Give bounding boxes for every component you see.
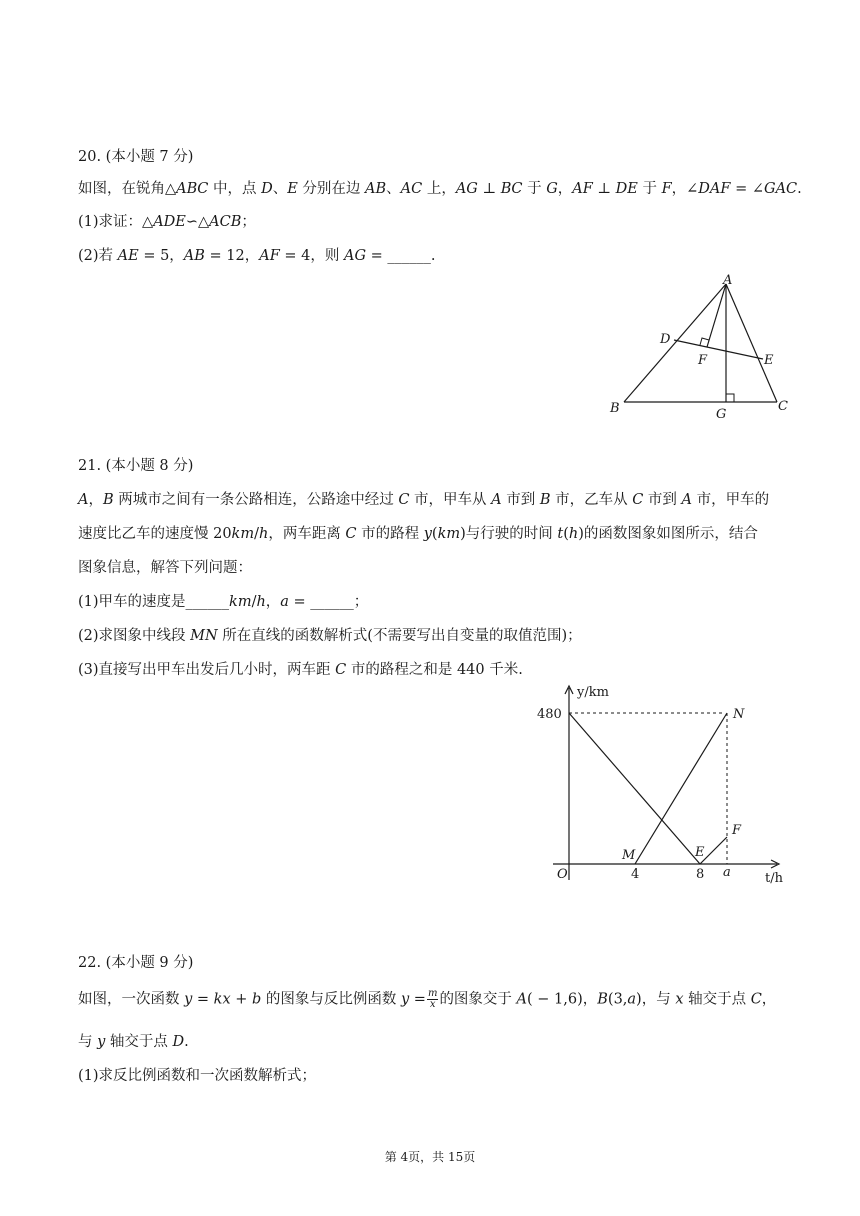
- q20-label-e: E: [764, 353, 774, 368]
- q22-statement-line2: 与 𝑦 轴交于点 𝐷.: [78, 1034, 189, 1050]
- q22-part1: (1)求反比例函数和一次函数解析式；: [78, 1068, 317, 1084]
- q21-part1: (1)甲车的速度是______𝑘𝑚/ℎ，𝑎 = ______；: [78, 594, 369, 610]
- q20-statement: 如图，在锐角△𝐴𝐵𝐶 中，点 𝐷、𝐸 分别在边 𝐴𝐵、𝐴𝐶 上，𝐴𝐺 ⊥ 𝐵𝐶 于 𝐺，𝐴𝐹 ⊥ 𝐷𝐸 于 𝐹，∠𝐷𝐴𝐹 = ∠𝐺𝐴𝐶.: [78, 181, 802, 197]
- q20-label-a: A: [723, 273, 733, 288]
- q20-label-b: B: [610, 401, 620, 416]
- q21-x-tick-8: 8: [696, 867, 705, 882]
- q22-fraction-denominator: 𝑥: [429, 999, 436, 1010]
- page-footer: 第 4页，共 15页: [384, 1150, 476, 1164]
- q21-part2: (2)求图象中线段 𝑀𝑁 所在直线的函数解析式(不需要写出自变量的取值范围)；: [78, 628, 582, 644]
- q21-x-tick-4: 4: [631, 867, 640, 882]
- q20-part2: (2)若 𝐴𝐸 = 5，𝐴𝐵 = 12，𝐴𝐹 = 4，则 𝐴𝐺 = ______.: [78, 248, 436, 264]
- q22-statement-line1-a: 如图，一次函数 𝑦 = 𝑘𝑥 + 𝑏 的图象与反比例函数 𝑦 =: [78, 991, 426, 1008]
- q22-fraction: [427, 989, 438, 1010]
- q22-fraction-numerator: 𝑚: [427, 988, 438, 999]
- q21-label-e: E: [695, 845, 705, 860]
- q22-statement-line1: [78, 989, 798, 1010]
- q21-label-n: N: [733, 707, 745, 722]
- q21-statement-line1: 𝐴，𝐵 两城市之间有一条公路相连，公路途中经过 𝐶 市，甲车从 𝐴 市到 𝐵 市，乙车从 𝐶 市到 𝐴 市，甲车的: [78, 492, 770, 508]
- q20-label-c: C: [778, 399, 788, 414]
- q21-label-m: M: [622, 848, 636, 863]
- q21-function-graph: [525, 680, 825, 890]
- q21-header: 21. (本小题 8 分): [78, 458, 194, 474]
- q21-label-f: F: [732, 823, 742, 838]
- q21-statement-line3: 图象信息，解答下列问题：: [78, 560, 252, 576]
- q22-header: 22. (本小题 9 分): [78, 955, 194, 971]
- q20-label-d: D: [660, 332, 671, 347]
- q20-header: 20. (本小题 7 分): [78, 149, 194, 165]
- q20-triangle-figure: [600, 272, 800, 422]
- q21-x-tick-a: a: [723, 865, 731, 880]
- q22-statement-line1-b: 的图象交于 𝐴( − 1,6)，𝐵(3,𝑎)，与 𝑥 轴交于点 𝐶，: [439, 991, 777, 1008]
- q21-y-axis-label: y/km: [577, 685, 609, 700]
- q21-part3: (3)直接写出甲车出发后几小时，两车距 𝐶 市的路程之和是 440 千米.: [78, 662, 523, 678]
- q20-label-f: F: [698, 353, 708, 368]
- q20-part1: (1)求证：△𝐴𝐷𝐸∽△𝐴𝐶𝐵；: [78, 214, 256, 230]
- q21-origin-label: O: [557, 867, 568, 882]
- q21-x-axis-label: t/h: [765, 871, 783, 886]
- q20-label-g: G: [716, 407, 727, 422]
- q21-y-tick-480: 480: [537, 707, 562, 722]
- q21-statement-line2: 速度比乙车的速度慢 20𝑘𝑚/ℎ，两车距离 𝐶 市的路程 𝑦(𝑘𝑚)与行驶的时间 𝑡(ℎ)的函数图象如图所示，结合: [78, 526, 758, 542]
